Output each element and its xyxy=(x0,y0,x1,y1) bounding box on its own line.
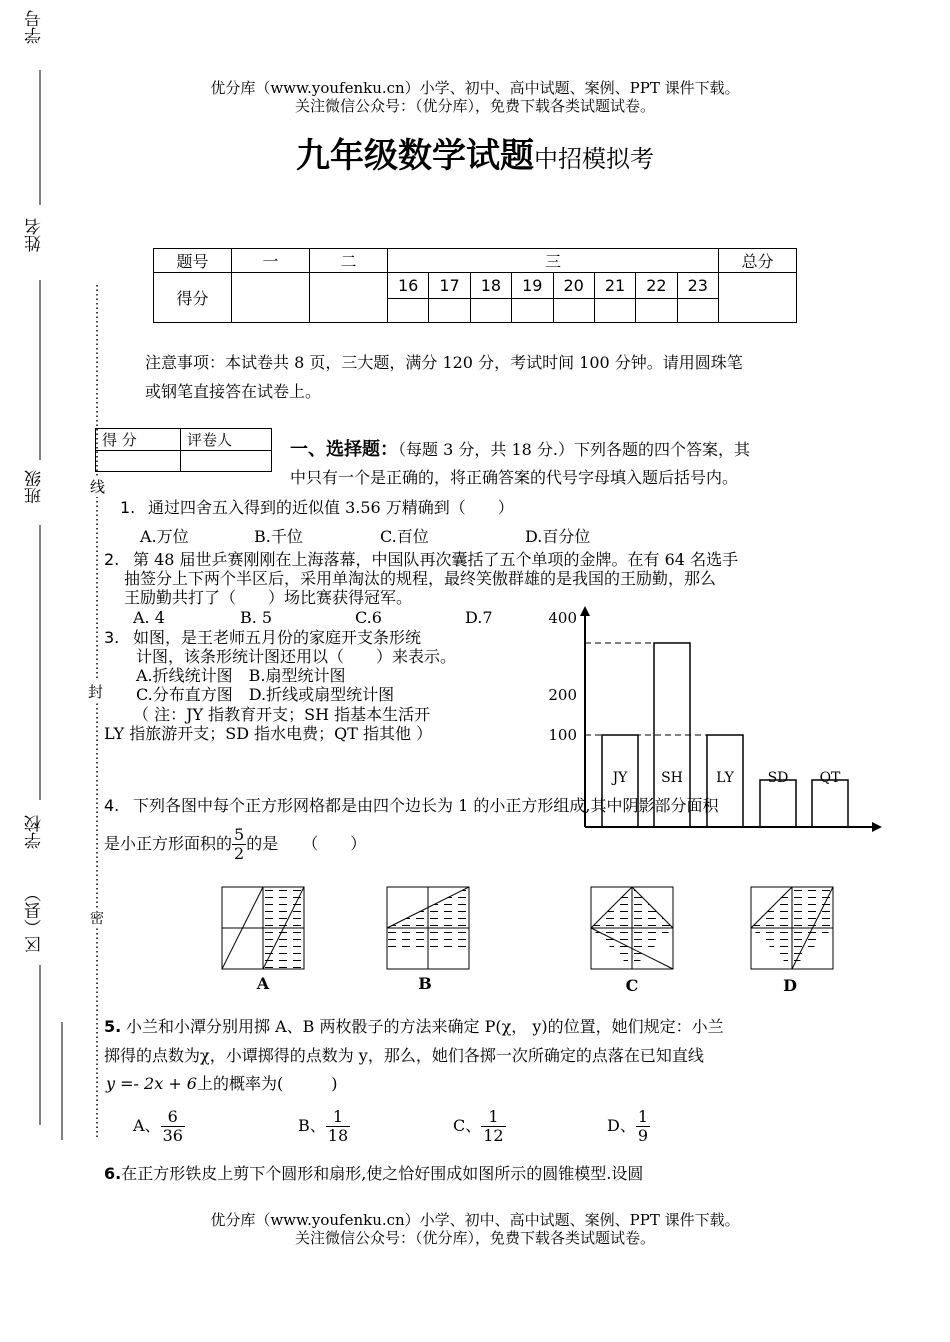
score-cell-er[interactable] xyxy=(310,273,388,323)
q4-label-d: D xyxy=(783,976,797,995)
grader-table xyxy=(95,428,272,472)
score-cell-yi[interactable] xyxy=(232,273,310,323)
q1-option-c: C.百位 xyxy=(380,527,429,546)
q5-option-c-den: 12 xyxy=(483,1126,504,1145)
score-header-er: 二 xyxy=(310,249,388,273)
q1-option-d: D.百分位 xyxy=(525,527,591,546)
q5-number: 5. xyxy=(104,1017,122,1036)
q5-option-d-label: D、 xyxy=(607,1116,636,1135)
score-sub-20: 20 xyxy=(553,273,594,299)
score-cell-21[interactable] xyxy=(594,299,635,323)
q4-figure-d[interactable] xyxy=(751,887,833,969)
score-sub-22: 22 xyxy=(636,273,677,299)
q2-option-a: A. 4 xyxy=(133,608,165,627)
score-header-zongfen: 总分 xyxy=(719,249,797,273)
q5-line-1: 小兰和小潭分别用掷 A、B 两枚骰子的方法来确定 P(χ， y)的位置，她们规定：小兰 xyxy=(126,1017,724,1036)
grader-cell-score[interactable] xyxy=(96,451,181,472)
chart-y-axis-arrow xyxy=(580,606,590,616)
q4-figure-a[interactable] xyxy=(222,887,304,969)
q4-line-2a: 是小正方形面积的 xyxy=(104,834,233,853)
q5-option-c-label: C、 xyxy=(453,1116,482,1135)
q5-option-a-den: 36 xyxy=(162,1126,183,1145)
q5-option-b-label: B、 xyxy=(298,1116,326,1135)
label-feng: 封 xyxy=(88,683,104,701)
score-row-defen: 得分 xyxy=(154,273,232,323)
q1-number: 1. xyxy=(120,498,136,517)
score-sub-19: 19 xyxy=(512,273,553,299)
label-xuexiao: 学校 xyxy=(25,815,45,849)
label-xian: 线 xyxy=(90,478,106,496)
grader-header-defen: 得 分 xyxy=(96,429,181,451)
score-cell-total[interactable] xyxy=(719,273,797,323)
grader-cell-name[interactable] xyxy=(181,451,272,472)
score-header-san: 三 xyxy=(388,249,719,273)
chart-category-label-qt: QT xyxy=(819,770,841,786)
label-banji: 班级 xyxy=(25,470,45,504)
q4-label-c: C xyxy=(625,976,639,995)
q3-note-2: LY 指旅游开支；SD 指水电费；QT 指其他 ） xyxy=(104,724,433,743)
chart-ytick-label-100: 100 xyxy=(548,726,577,744)
q2-option-d: D.7 xyxy=(465,608,493,627)
label-xingming: 姓名 xyxy=(25,218,45,252)
q5-option-a-num: 6 xyxy=(161,1108,185,1127)
q5-option-b-den: 18 xyxy=(327,1126,349,1145)
q5-option-d-num: 1 xyxy=(637,1107,649,1126)
q1-text: 通过四舍五入得到的近似值 3.56 万精确到（ ） xyxy=(148,498,514,517)
q5-line-2: 掷得的点数为χ，小谭掷得的点数为 y，那么，她们各掷一次所确定的点落在已知直线 xyxy=(104,1046,704,1065)
q4-line-2b: 的是 （ ） xyxy=(246,834,367,853)
q6-text: 在正方形铁皮上剪下个圆形和扇形,使之恰好围成如图所示的圆锥模型.设圆 xyxy=(121,1164,644,1183)
q4-line-1: 下列各图中每个正方形网格都是由四个边长为 1 的小正方形组成,其中阴影部分面积 xyxy=(133,796,719,815)
label-quxian: 区（县） xyxy=(25,885,45,953)
q5-option-d-den: 9 xyxy=(637,1126,649,1145)
score-cell-22[interactable] xyxy=(636,299,677,323)
footer-line-1: 优分库（www.youfenku.cn）小学、初中、高中试题、案例、PPT 课件下载。 xyxy=(210,1211,740,1229)
q2-option-c: C.6 xyxy=(355,608,382,627)
chart-category-label-ly: LY xyxy=(716,770,734,786)
section1-title: 一、选择题： xyxy=(290,439,398,460)
binding-margin-lines xyxy=(0,0,120,1342)
score-header-yi: 一 xyxy=(232,249,310,273)
chart-ytick-label-200: 200 xyxy=(548,686,577,704)
q4-label-a: A xyxy=(256,974,270,993)
q2-line-2: 抽签分上下两个半区后，采用单淘汰的规程，最终笑傲群雄的是我国的王励勤，那么 xyxy=(124,569,717,588)
q3-note-1: （ 注：JY 指教育开支；SH 指基本生活开 xyxy=(133,705,431,724)
q5-line-3: 上的概率为( ) xyxy=(196,1074,338,1093)
q3-option-line-2: C.分布直方图 D.折线或扇型统计图 xyxy=(136,685,395,704)
score-cell-17[interactable] xyxy=(429,299,470,323)
q2-option-b: B. 5 xyxy=(240,608,273,627)
q1-option-a: A.万位 xyxy=(140,527,189,546)
grader-header-pingjuanren: 评卷人 xyxy=(181,429,272,451)
q4-figure-b[interactable] xyxy=(387,887,469,969)
q3-number: 3. xyxy=(104,628,120,647)
score-sub-21: 21 xyxy=(594,273,635,299)
section1-desc-2: 中只有一个是正确的，将正确答案的代号字母填入题后括号内。 xyxy=(290,468,739,487)
page-title xyxy=(0,128,950,177)
chart-x-axis-arrow xyxy=(872,822,882,832)
q4-label-b: B xyxy=(418,974,432,993)
chart-bar-sd xyxy=(760,780,796,827)
score-sub-18: 18 xyxy=(470,273,511,299)
chart-category-label-sd: SD xyxy=(767,770,789,786)
score-sub-23: 23 xyxy=(677,273,718,299)
q4-frac-num: 5 xyxy=(234,825,245,844)
q4-number: 4. xyxy=(104,796,120,815)
label-mi: 密 xyxy=(90,908,104,928)
q2-number: 2. xyxy=(104,550,120,569)
q5-option-a-label: A、 xyxy=(133,1116,161,1135)
section1-desc-1: （每题 3 分，共 18 分.）下列各题的四个答案，其 xyxy=(398,440,750,459)
q5-equation: y =- 2x + 6 xyxy=(106,1074,197,1093)
q4-frac-den: 2 xyxy=(234,844,245,863)
score-cell-19[interactable] xyxy=(512,299,553,323)
q2-line-1: 第 48 届世乒赛刚刚在上海落幕，中国队再次囊括了五个单项的金牌。在有 64 名选手 xyxy=(133,550,739,569)
chart-bar-qt xyxy=(812,780,848,827)
score-cell-23[interactable] xyxy=(677,299,718,323)
score-sub-17: 17 xyxy=(429,273,470,299)
q4-figures xyxy=(200,882,850,997)
footer-line-2: 关注微信公众号：（优分库），免费下载各类试题试卷。 xyxy=(294,1229,655,1247)
chart-ytick-label-400: 400 xyxy=(548,609,577,627)
score-cell-18[interactable] xyxy=(470,299,511,323)
q3-option-line-1: A.折线统计图 B.扇型统计图 xyxy=(136,666,346,685)
q3-line-2: 计图，该条形统计图还用以（ ）来表示。 xyxy=(136,647,457,666)
title-sub: 中招模拟考 xyxy=(534,145,654,173)
label-xuehao: 学号 xyxy=(25,10,45,44)
score-cell-20[interactable] xyxy=(553,299,594,323)
header-line-2: 关注微信公众号：（优分库），免费下载各类试题试卷。 xyxy=(294,97,655,115)
notice-line-1: 注意事项：本试卷共 8 页，三大题，满分 120 分，考试时间 100 分钟。请用圆珠笔 xyxy=(145,353,743,372)
q6-number: 6. xyxy=(104,1164,122,1183)
chart-category-label-jy: JY xyxy=(612,770,628,786)
q4-figure-c[interactable] xyxy=(591,887,673,969)
q5-option-b-num: 1 xyxy=(326,1108,350,1127)
q5-option-c-num: 1 xyxy=(481,1108,505,1127)
score-header-tihao: 题号 xyxy=(154,249,232,273)
chart-category-label-sh: SH xyxy=(661,770,683,786)
header-line-1: 优分库（www.youfenku.cn）小学、初中、高中试题、案例、PPT 课件下载。 xyxy=(210,79,740,97)
q2-line-3: 王励勤共打了（ ）场比赛获得冠军。 xyxy=(124,588,413,607)
notice-line-2: 或钢笔直接答在试卷上。 xyxy=(145,382,322,401)
q1-option-b: B.千位 xyxy=(254,527,303,546)
score-cell-16[interactable] xyxy=(388,299,429,323)
score-sub-16: 16 xyxy=(388,273,429,299)
title-main: 九年级数学试题 xyxy=(296,136,534,176)
score-table xyxy=(153,248,797,323)
q3-line-1: 如图，是王老师五月份的家庭开支条形统 xyxy=(133,628,422,647)
